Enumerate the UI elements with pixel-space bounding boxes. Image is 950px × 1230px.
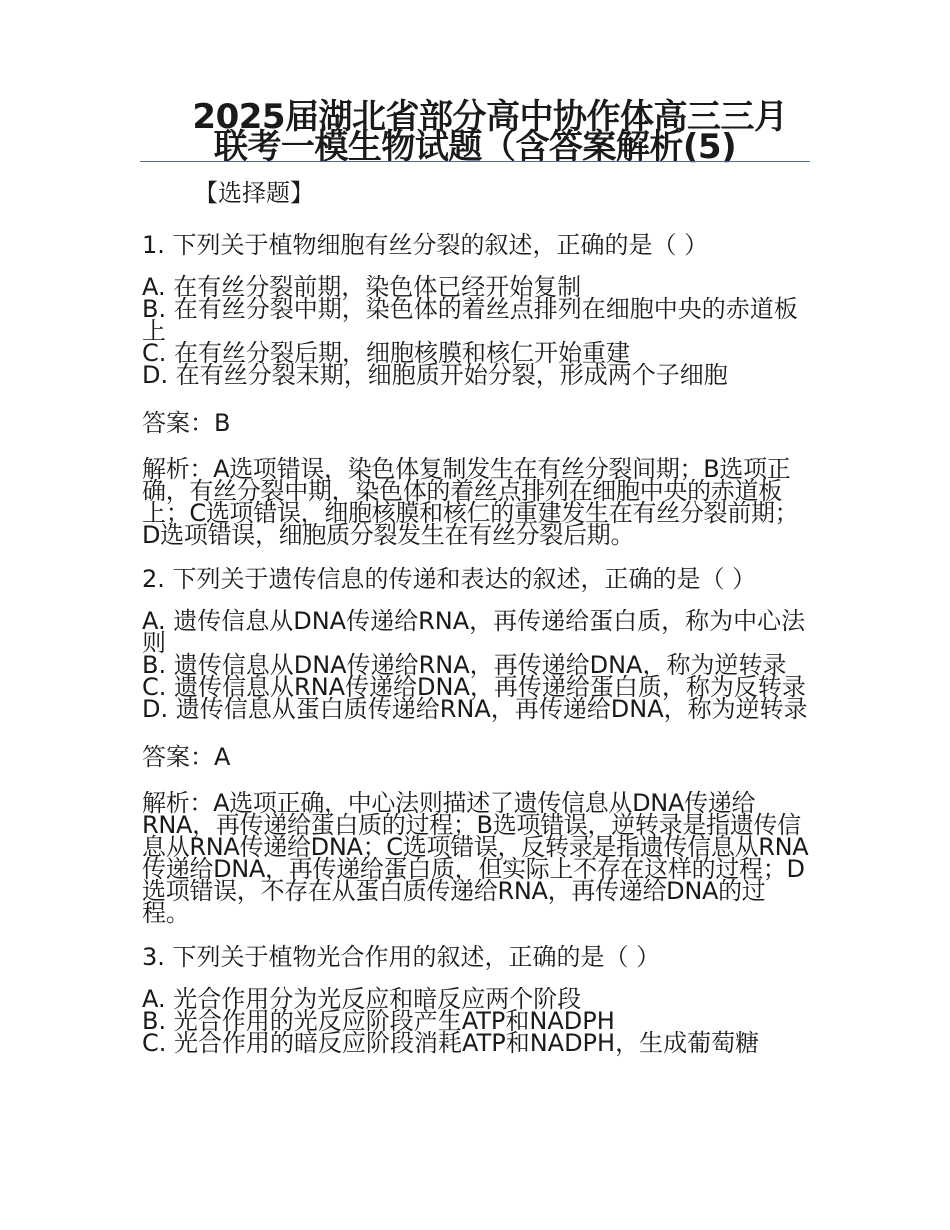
title-line-1: 2025届湖北省部分高中协作体高三三月 xyxy=(192,97,788,137)
document-body xyxy=(142,176,812,1076)
option-b: B. 遗传信息从DNA传递给RNA，再传递给DNA，称为逆转录 xyxy=(142,651,787,679)
option-list xyxy=(142,273,812,389)
analysis: 解析：A选项错误，染色体复制发生在有丝分裂间期；B选项正确，有丝分裂中期，染色体的着丝点排列在细胞中央的赤道板上；C选项错误，细胞核膜和核仁的重建发生在有丝分裂前期；D选项错误，细胞质分裂发生在有丝分裂后期。 xyxy=(142,455,799,549)
option-b: B. 光合作用的光反应阶段产生ATP和NADPH xyxy=(142,1007,615,1035)
option-a: A. 在有丝分裂前期，染色体已经开始复制 xyxy=(142,273,582,301)
question-stem: 3. 下列关于植物光合作用的叙述，正确的是（ ） xyxy=(142,943,661,971)
option-b: B. 在有丝分裂中期，染色体的着丝点排列在细胞中央的赤道板上 xyxy=(142,295,798,345)
question-block xyxy=(142,230,812,549)
option-d: D. 遗传信息从蛋白质传递给RNA，再传递给DNA，称为逆转录 xyxy=(142,695,808,723)
title-line-2: 联考一模生物试题（含答案解析(5) xyxy=(213,127,737,167)
title-underline xyxy=(140,161,810,162)
analysis: 解析：A选项正确，中心法则描述了遗传信息从DNA传递给RNA，再传递给蛋白质的过程；B选项错误，逆转录是指遗传信息从RNA传递给DNA；C选项错误，反转录是指遗传信息从RNA传递给DNA，再传递给蛋白质，但实际上不存在这样的过程；D选项错误，不存在从蛋白质传递给RNA，再传递给DNA的过程。 xyxy=(142,789,809,927)
option-d: D. 在有丝分裂末期，细胞质开始分裂，形成两个子细胞 xyxy=(142,361,728,389)
option-a: A. 遗传信息从DNA传递给RNA，再传递给蛋白质，称为中心法则 xyxy=(142,607,806,657)
option-list xyxy=(142,985,812,1057)
question-stem: 2. 下列关于遗传信息的传递和表达的叙述，正确的是（ ） xyxy=(142,565,757,593)
answer: 答案：B xyxy=(142,409,231,437)
document-title xyxy=(140,97,810,167)
question-stem: 1. 下列关于植物细胞有丝分裂的叙述，正确的是（ ） xyxy=(142,231,709,259)
section-label: 【选择题】 xyxy=(194,179,314,207)
question-block xyxy=(142,942,812,1057)
answer: 答案：A xyxy=(142,743,231,771)
option-a: A. 光合作用分为光反应和暗反应两个阶段 xyxy=(142,985,582,1013)
option-list xyxy=(142,607,812,723)
option-c: C. 遗传信息从RNA传递给DNA，再传递给蛋白质，称为反转录 xyxy=(142,673,806,701)
option-c: C. 在有丝分裂后期，细胞核膜和核仁开始重建 xyxy=(142,339,631,367)
option-c: C. 光合作用的暗反应阶段消耗ATP和NADPH，生成葡萄糖 xyxy=(142,1029,760,1057)
question-block xyxy=(142,564,812,927)
